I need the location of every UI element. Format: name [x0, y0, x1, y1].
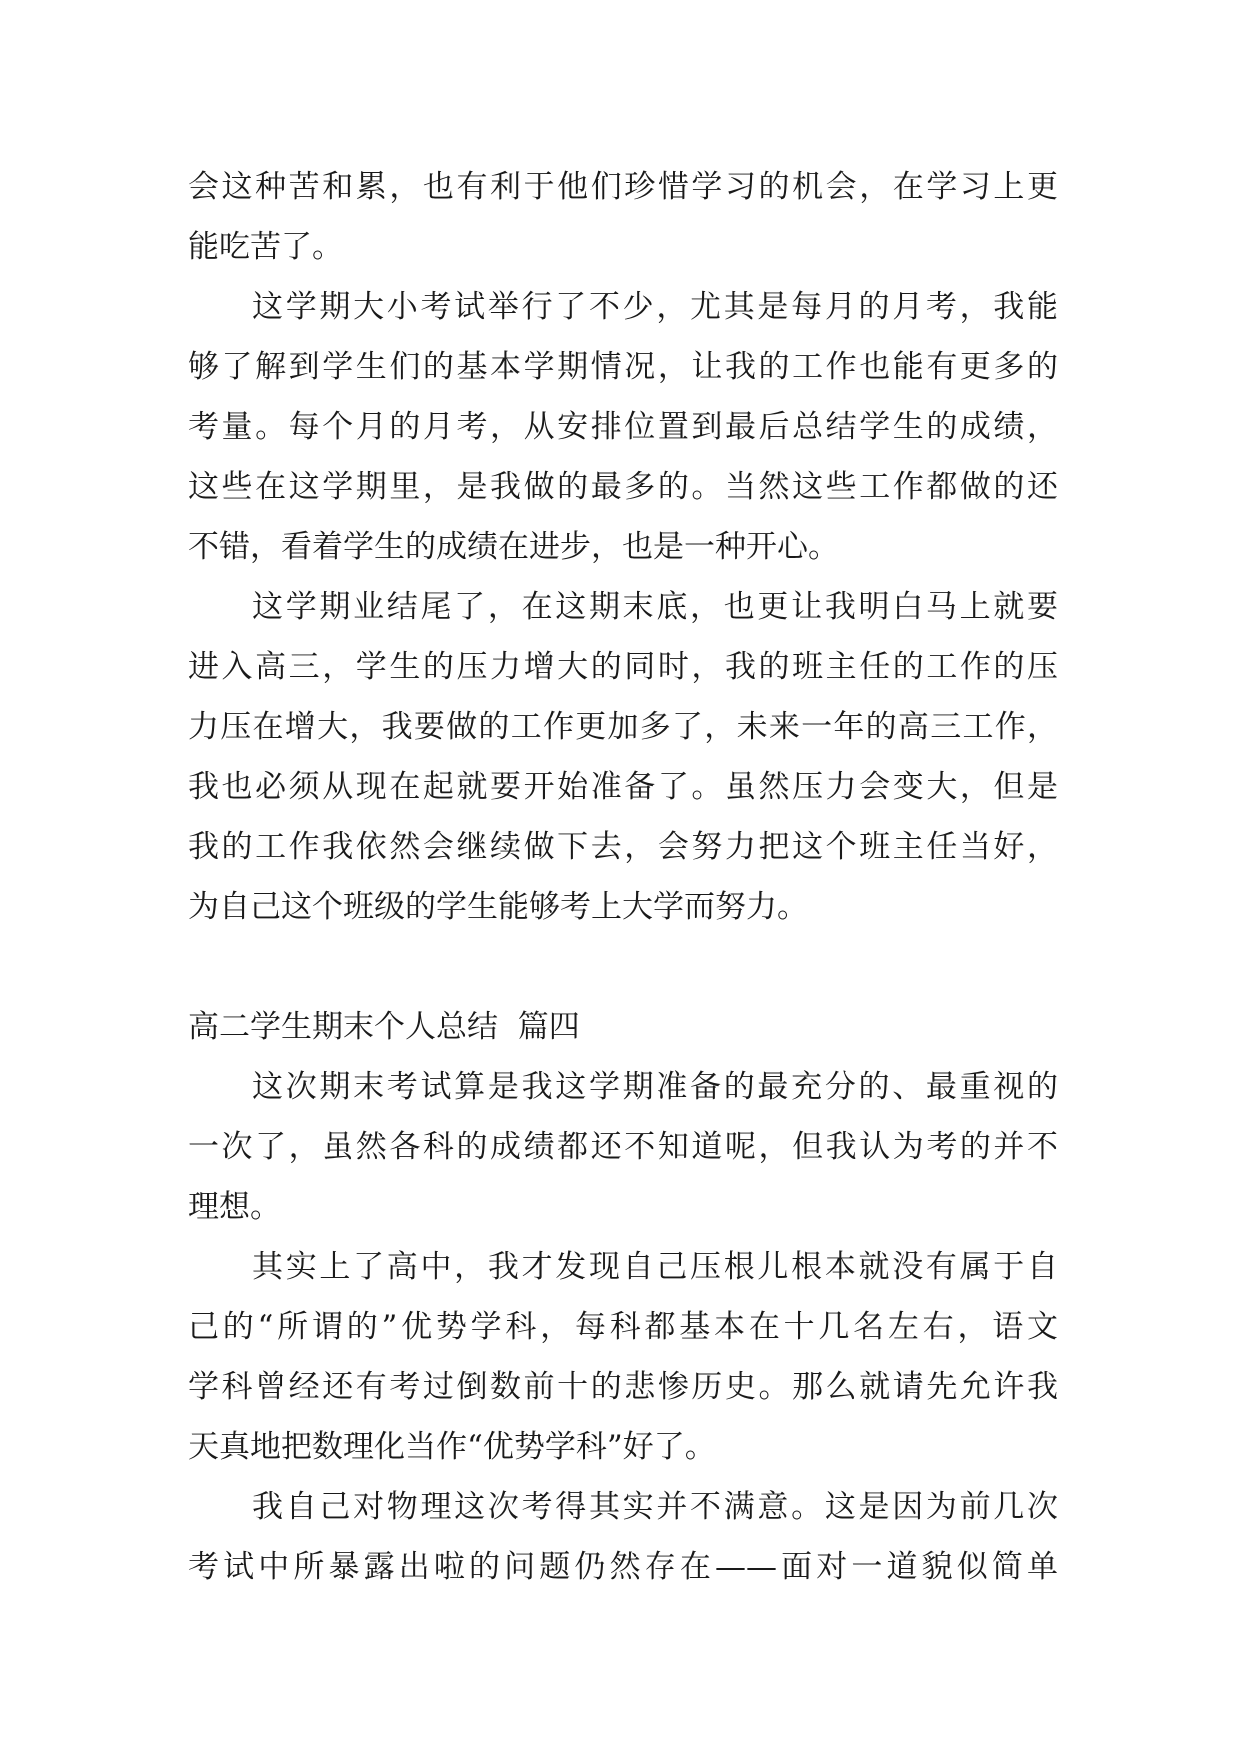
text-line: 力压在增大，我要做的工作更加多了，未来一年的高三工作， [188, 709, 1058, 745]
text-line: 己的“所谓的”优势学科，每科都基本在十几名左右，语文 [188, 1309, 1058, 1345]
text-line: 这次期末考试算是我这学期准备的最充分的、最重视的 [252, 1069, 1058, 1105]
paragraph-exams [188, 277, 1058, 577]
paragraph-physics [188, 1477, 1058, 1597]
text-line: 够了解到学生们的基本学期情况，让我的工作也能有更多的 [188, 349, 1058, 385]
paragraph-final-exam [188, 1057, 1058, 1237]
paragraph-subjects [188, 1237, 1058, 1477]
text-line: 我的工作我依然会继续做下去，会努力把这个班主任当好， [188, 829, 1058, 865]
text-line: 理想。 [188, 1189, 281, 1225]
text-line: 会这种苦和累，也有利于他们珍惜学习的机会，在学习上更 [188, 169, 1058, 205]
text-line: 为自己这个班级的学生能够考上大学而努力。 [188, 889, 808, 925]
text-line: 我自己对物理这次考得其实并不满意。这是因为前几次 [252, 1489, 1058, 1525]
text-line: 我也必须从现在起就要开始准备了。虽然压力会变大，但是 [188, 769, 1058, 805]
paragraph-continuation [188, 157, 1058, 277]
text-line: 天真地把数理化当作“优势学科”好了。 [188, 1429, 716, 1465]
text-line: 一次了，虽然各科的成绩都还不知道呢，但我认为考的并不 [188, 1129, 1058, 1165]
text-line: 这学期业结尾了，在这期末底，也更让我明白马上就要 [252, 589, 1058, 625]
document-body [188, 157, 1058, 1597]
text-line: 其实上了高中，我才发现自己压根儿根本就没有属于自 [252, 1249, 1058, 1285]
paragraph-semester-end [188, 577, 1058, 937]
section-heading: 高二学生期末个人总结 篇四 [188, 1009, 580, 1045]
text-line: 这学期大小考试举行了不少，尤其是每月的月考，我能 [252, 289, 1058, 325]
text-line: 学科曾经还有考过倒数前十的悲惨历史。那么就请先允许我 [188, 1369, 1058, 1405]
section-spacer [188, 937, 1058, 997]
text-line: 不错，看着学生的成绩在进步，也是一种开心。 [188, 529, 839, 565]
text-line: 考试中所暴露出啦的问题仍然存在——面对一道貌似简单 [188, 1549, 1058, 1585]
text-line: 能吃苦了。 [188, 229, 343, 265]
text-line: 这些在这学期里，是我做的最多的。当然这些工作都做的还 [188, 469, 1058, 505]
text-line: 考量。每个月的月考，从安排位置到最后总结学生的成绩， [188, 409, 1058, 445]
text-line: 进入高三，学生的压力增大的同时，我的班主任的工作的压 [188, 649, 1058, 685]
